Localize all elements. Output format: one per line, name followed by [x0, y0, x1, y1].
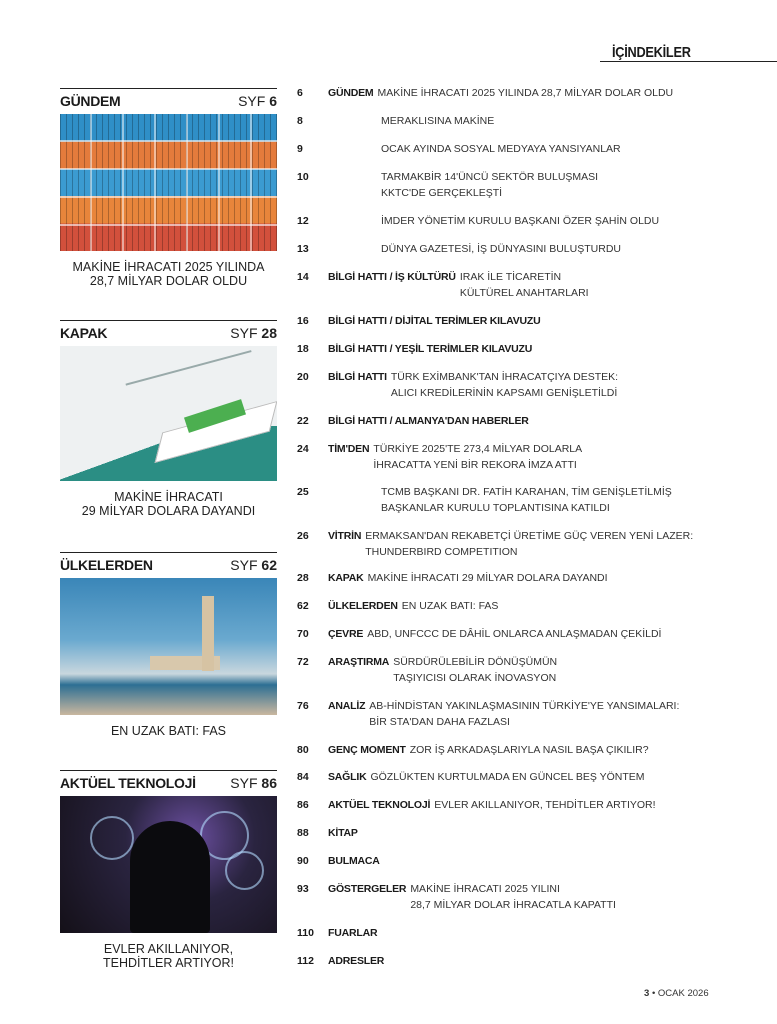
toc-title-line: ZOR İŞ ARKADAŞLARIYLA NASIL BAŞA ÇIKILIR?	[409, 744, 649, 756]
toc-title-line: BİR STA'DAN DAHA FAZLASI	[369, 716, 510, 728]
toc-title-line: OCAK AYINDA SOSYAL MEDYAYA YANSIYANLAR	[381, 143, 621, 155]
section-aktuel-teknoloji[interactable]	[60, 770, 277, 970]
toc-entry[interactable]	[297, 853, 384, 869]
toc-page-number: 24	[297, 443, 309, 455]
toc-title-line: ERMAKSAN'DAN REKABETÇİ ÜRETİME GÜÇ VEREN YENİ LAZER:	[365, 530, 694, 542]
toc-title	[391, 369, 618, 401]
toc-title-line: İHRACATTA YENİ BİR REKORA İMZA ATTI	[373, 459, 577, 471]
toc-category: BULMACA	[328, 855, 380, 867]
divider	[60, 770, 277, 771]
toc-title	[393, 654, 557, 686]
toc-category: VİTRİN	[328, 530, 362, 542]
toc-entry[interactable]	[297, 881, 616, 913]
section-name: ÜLKELERDEN	[60, 557, 153, 573]
cargo-ship-illustration	[60, 346, 277, 481]
toc-category: GÖSTERGELER	[328, 883, 407, 895]
toc-title	[368, 570, 608, 586]
toc-page-number: 62	[297, 600, 309, 612]
toc-title	[381, 141, 621, 157]
toc-entry[interactable]	[297, 441, 582, 473]
section-caption: MAKİNE İHRACATI 29 MİLYAR DOLARA DAYANDI	[81, 490, 256, 518]
toc-title-line: ABD, UNFCCC DE DÂHİL ONLARCA ANLAŞMADAN ÇEKİLDİ	[367, 628, 662, 640]
toc-title-line: AB-HİNDİSTAN YAKINLAŞMASININ TÜRKİYE'YE YANSIMALARI:	[369, 700, 680, 712]
section-kapak[interactable]	[60, 320, 277, 518]
section-name: KAPAK	[60, 325, 108, 341]
toc-entry[interactable]	[297, 213, 659, 229]
toc-page-number: 90	[297, 855, 309, 867]
toc-title	[381, 241, 621, 257]
toc-page-number: 86	[297, 799, 309, 811]
toc-entry[interactable]	[297, 369, 618, 401]
toc-entry[interactable]	[297, 141, 621, 157]
toc-entry[interactable]	[297, 925, 381, 941]
toc-page-number: 25	[297, 486, 309, 498]
toc-title	[381, 484, 672, 516]
section-page: SYF 86	[230, 775, 277, 791]
toc-title	[370, 769, 644, 785]
toc-entry[interactable]	[297, 626, 661, 642]
toc-title-line: ALICI KREDİLERİNİN KAPSAMI GENİŞLETİLDİ	[390, 387, 618, 399]
toc-title	[410, 742, 649, 758]
toc-category: FUARLAR	[328, 927, 378, 939]
toc-title	[369, 698, 679, 730]
toc-page-number: 10	[297, 171, 309, 183]
toc-category: ARAŞTIRMA	[328, 656, 390, 668]
toc-category: BİLGİ HATTI / YEŞİL TERİMLER KILAVUZU	[328, 343, 533, 355]
toc-title	[410, 881, 616, 913]
toc-page-number: 9	[297, 143, 303, 155]
section-name: AKTÜEL TEKNOLOJİ	[60, 775, 196, 791]
section-gundem[interactable]	[60, 88, 277, 288]
toc-category: BİLGİ HATTI / ALMANYA'DAN HABERLER	[328, 415, 529, 427]
toc-category: BİLGİ HATTI / DİJİTAL TERİMLER KILAVUZU	[328, 315, 541, 327]
toc-entry[interactable]	[297, 570, 608, 586]
toc-title-line: EVLER AKILLANIYOR, TEHDİTLER ARTIYOR!	[434, 799, 656, 811]
toc-title	[377, 85, 673, 101]
section-caption: EN UZAK BATI: FAS	[110, 724, 227, 738]
toc-title-line: TÜRKİYE 2025'TE 273,4 MİLYAR DOLARLA	[373, 443, 583, 455]
toc-entry[interactable]	[297, 825, 362, 841]
toc-page-number: 13	[297, 243, 309, 255]
hacker-photo	[60, 796, 277, 933]
toc-page-number: 14	[297, 271, 309, 283]
page-title: İÇİNDEKİLER	[612, 44, 691, 61]
toc-title-line: İMDER YÖNETİM KURULU BAŞKANI ÖZER ŞAHİN OLDU	[381, 215, 660, 227]
toc-category: BİLGİ HATTI / İŞ KÜLTÜRÜ	[328, 271, 456, 283]
toc-title-line: TCMB BAŞKANI DR. FATİH KARAHAN, TİM GENİŞLETİLMİŞ	[381, 486, 672, 498]
section-caption: MAKİNE İHRACATI 2025 YILINDA 28,7 MİLYAR DOLAR OLDU	[72, 260, 265, 288]
divider	[60, 320, 277, 321]
toc-category: GÜNDEM	[328, 87, 374, 99]
toc-category: KAPAK	[328, 572, 364, 584]
toc-entry[interactable]	[297, 769, 645, 785]
toc-title	[434, 797, 655, 813]
toc-title	[381, 169, 598, 201]
toc-title-line: KKTC'DE GERÇEKLEŞTİ	[381, 187, 503, 199]
divider	[60, 552, 277, 553]
toc-entry[interactable]	[297, 85, 673, 101]
toc-entry[interactable]	[297, 698, 679, 730]
section-caption: EVLER AKILLANIYOR, TEHDİTLER ARTIYOR!	[102, 942, 235, 970]
toc-page-number: 110	[297, 927, 314, 939]
toc-title	[381, 113, 494, 129]
toc-page-number: 12	[297, 215, 309, 227]
toc-title	[460, 269, 589, 301]
toc-page-number: 112	[297, 955, 314, 967]
toc-page-number: 20	[297, 371, 309, 383]
toc-category: ADRESLER	[328, 955, 385, 967]
toc-category: TİM'DEN	[328, 443, 370, 455]
toc-title-line: GÖZLÜKTEN KURTULMADA EN GÜNCEL BEŞ YÖNTEM	[370, 771, 645, 783]
toc-title	[381, 213, 659, 229]
toc-title-line: TÜRK EXİMBANK'TAN İHRACATÇIYA DESTEK:	[390, 371, 619, 383]
toc-category: SAĞLIK	[328, 771, 367, 783]
toc-category: GENÇ MOMENT	[328, 744, 406, 756]
section-page: SYF 62	[230, 557, 277, 573]
toc-title-line: KÜLTÜREL ANAHTARLARI	[459, 287, 589, 299]
toc-category: KİTAP	[328, 827, 358, 839]
section-page: SYF 28	[230, 325, 277, 341]
toc-title-line: TAŞIYICISI OLARAK İNOVASYON	[393, 672, 557, 684]
toc-page-number: 22	[297, 415, 309, 427]
toc-title-line: MAKİNE İHRACATI 2025 YILINDA 28,7 MİLYAR DOLAR OLDU	[377, 87, 674, 99]
section-name: GÜNDEM	[60, 93, 121, 109]
toc-category: BİLGİ HATTI	[328, 371, 387, 383]
mosque-photo	[60, 578, 277, 715]
toc-title-line: MERAKLISINA MAKİNE	[381, 115, 495, 127]
section-page: SYF 6	[238, 93, 277, 109]
toc-page-number: 26	[297, 530, 309, 542]
toc-category: AKTÜEL TEKNOLOJİ	[328, 799, 431, 811]
toc-entry[interactable]	[297, 341, 536, 357]
toc-title-line: TARMAKBİR 14'ÜNCÜ SEKTÖR BULUŞMASI	[381, 171, 599, 183]
toc-category: ÜLKELERDEN	[328, 600, 398, 612]
toc-page-number: 76	[297, 700, 309, 712]
toc-entry[interactable]	[297, 654, 557, 686]
toc-title	[402, 598, 499, 614]
toc-title-line: DÜNYA GAZETESİ, İŞ DÜNYASINI BULUŞTURDU	[381, 243, 621, 255]
toc-entry[interactable]	[297, 413, 533, 429]
toc-title-line: IRAK İLE TİCARETİN	[459, 271, 562, 283]
toc-title-line: MAKİNE İHRACATI 29 MİLYAR DOLARA DAYANDI	[367, 572, 608, 584]
toc-title	[365, 528, 693, 560]
toc-page-number: 6	[297, 87, 303, 99]
toc-page-number: 84	[297, 771, 309, 783]
toc-entry[interactable]	[297, 797, 656, 813]
toc-title	[367, 626, 661, 642]
toc-entry[interactable]	[297, 484, 672, 516]
toc-title-line: SÜRDÜRÜLEBİLİR DÖNÜŞÜMÜN	[393, 656, 558, 668]
toc-page-number: 72	[297, 656, 309, 668]
toc-page-number: 18	[297, 343, 309, 355]
toc-category: ANALİZ	[328, 700, 366, 712]
toc-entry[interactable]	[297, 113, 494, 129]
title-rule	[600, 61, 777, 62]
toc-entry[interactable]	[297, 742, 649, 758]
toc-entry[interactable]	[297, 241, 621, 257]
toc-title-line: THUNDERBIRD COMPETITION	[365, 546, 518, 558]
containers-image	[60, 114, 277, 251]
toc-entry[interactable]	[297, 269, 589, 301]
toc-title-line: MAKİNE İHRACATI 2025 YILINI	[410, 883, 560, 895]
divider	[60, 88, 277, 89]
toc-title	[373, 441, 582, 473]
toc-entry[interactable]	[297, 528, 693, 560]
page-footer: 3 • OCAK 2026	[644, 988, 709, 999]
toc-entry[interactable]	[297, 313, 545, 329]
toc-page-number: 16	[297, 315, 309, 327]
toc-title-line: BAŞKANLAR KURULU TOPLANTISINA KATILDI	[381, 502, 610, 514]
toc-page-number: 8	[297, 115, 303, 127]
toc-page-number: 80	[297, 744, 309, 756]
toc-entry[interactable]	[297, 953, 388, 969]
toc-page-number: 28	[297, 572, 309, 584]
section-ulkelerden[interactable]	[60, 552, 277, 738]
toc-entry[interactable]	[297, 169, 598, 201]
toc-page-number: 88	[297, 827, 309, 839]
toc-title-line: EN UZAK BATI: FAS	[401, 600, 499, 612]
toc-page-number: 93	[297, 883, 309, 895]
toc-page-number: 70	[297, 628, 309, 640]
toc-title-line: 28,7 MİLYAR DOLAR İHRACATLA KAPATTI	[410, 899, 616, 911]
toc-category: ÇEVRE	[328, 628, 364, 640]
toc-entry[interactable]	[297, 598, 498, 614]
